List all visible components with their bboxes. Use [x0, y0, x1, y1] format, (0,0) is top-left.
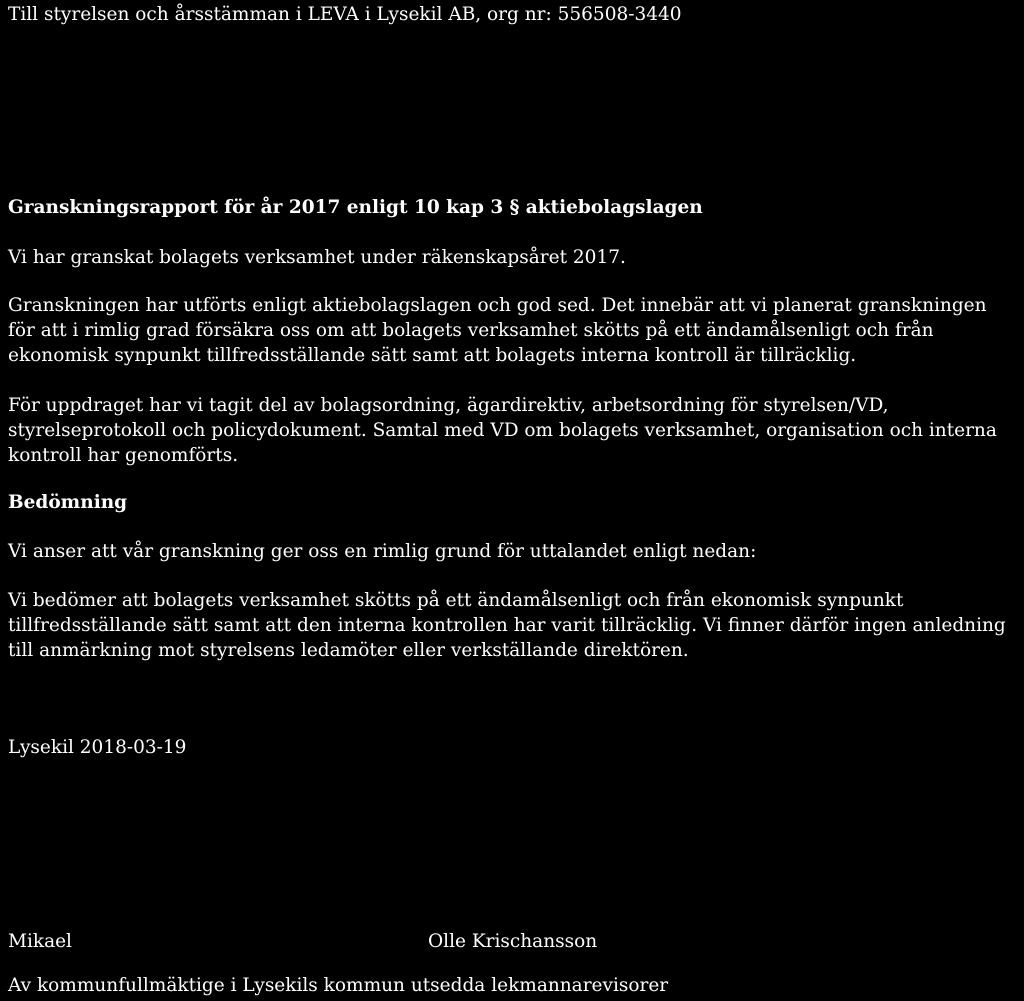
- signer-2-name: Olle Krischansson: [428, 931, 598, 952]
- place-date: Lysekil 2018-03-19: [8, 737, 187, 758]
- report-title: Granskningsrapport för år 2017 enligt 10 kap 3 § aktiebolagslagen: [8, 197, 703, 218]
- method-paragraph: Granskningen har utförts enligt aktiebolagslagen och god sed. Det innebär att vi planerat granskningen för att i rimlig grad försäkra oss om att bolagets verksamhet skötts på ett ändamålsenligt och från ekonomisk synpunkt tillfredsställande sätt samt att bolagets interna kontroll är tillräcklig.: [8, 295, 987, 366]
- assessment-basis: Vi anser att vår granskning ger oss en rimlig grund för uttalandet enligt nedan:: [8, 541, 757, 562]
- auditors-role: Av kommunfullmäktige i Lysekils kommun utsedda lekmannarevisorer: [8, 975, 669, 996]
- signer-1-name: Mikael: [8, 931, 72, 952]
- addressee-line: Till styrelsen och årsstämman i LEVA i Lysekil AB, org nr: 556508-3440: [8, 4, 682, 25]
- intro-paragraph: Vi har granskat bolagets verksamhet under räkenskapsåret 2017.: [8, 247, 626, 268]
- assessment-heading: Bedömning: [8, 492, 128, 513]
- scope-paragraph: För uppdraget har vi tagit del av bolagsordning, ägardirektiv, arbetsordning för styrelsen/VD, styrelseprotokoll och policydokument. Samtal med VD om bolagets verksamhet, organisation och interna kontroll har genomförts.: [8, 395, 997, 466]
- opinion-paragraph: Vi bedömer att bolagets verksamhet skötts på ett ändamålsenligt och från ekonomisk synpunkt tillfredsställande sätt samt att den interna kontrollen har varit tillräcklig. Vi finner därför ingen anledning till anmärkning mot styrelsens ledamöter eller verkställande direktören.: [8, 590, 1006, 661]
